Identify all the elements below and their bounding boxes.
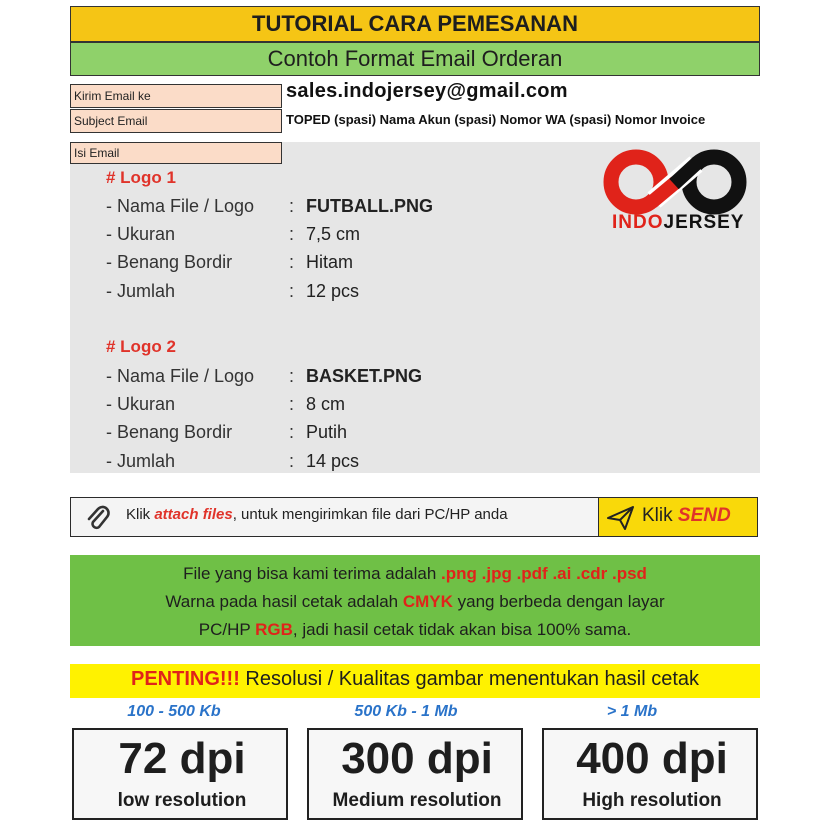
logo-1-thread-value: Hitam <box>306 252 354 272</box>
logo-2-qty-label: - Jumlah <box>106 451 176 471</box>
info-line-1: File yang bisa kami terima adalah .png .jpg .pdf .ai .cdr .psd <box>183 564 647 583</box>
logo-1-thread-label: - Benang Bordir <box>106 252 233 272</box>
paper-plane-icon <box>606 504 636 532</box>
attach-instruction: Klik attach files, untuk mengirimkan file dari PC/HP anda <box>126 506 508 523</box>
dpi-description: Medium resolution <box>332 790 502 811</box>
size-label-high: > 1 Mb <box>606 703 658 720</box>
body-label: Isi Email <box>70 142 282 164</box>
size-label-medium: 500 Kb - 1 Mb <box>354 703 458 720</box>
colon: : <box>289 224 295 244</box>
to-label: Kirim Email ke <box>70 84 282 108</box>
subject-value: TOPED (spasi) Nama Akun (spasi) Nomor WA (spasi) Nomor Invoice <box>286 112 706 127</box>
colon: : <box>289 252 295 272</box>
colon: : <box>289 281 295 301</box>
send-label: Klik SEND <box>642 505 731 526</box>
brand-logo <box>596 146 754 238</box>
logo-2-qty-value: 14 pcs <box>306 451 360 471</box>
subject-label: Subject Email <box>70 109 282 133</box>
colon: : <box>289 394 295 414</box>
logo-1-size-value: 7,5 cm <box>306 224 361 244</box>
dpi-value: 400 dpi <box>576 734 728 783</box>
dpi-description: low resolution <box>117 790 247 811</box>
important-text: PENTING!!! Resolusi / Kualitas gambar menentukan hasil cetak <box>130 668 700 690</box>
logo-1-qty-label: - Jumlah <box>106 281 176 301</box>
colon: : <box>289 196 295 216</box>
page-title: TUTORIAL CARA PEMESANAN <box>70 6 760 42</box>
logo-1-heading: # Logo 1 <box>106 168 176 187</box>
size-label-low: 100 - 500 Kb <box>127 703 221 720</box>
info-line-2: Warna pada hasil cetak adalah CMYK yang berbeda dengan layar <box>165 592 665 611</box>
dpi-card-medium <box>307 728 523 820</box>
dpi-card-low <box>72 728 288 820</box>
logo-2-thread-value: Putih <box>306 422 348 442</box>
logo-2-heading: # Logo 2 <box>106 337 176 356</box>
brand-wordmark: INDOJERSEY <box>612 212 745 233</box>
page-subtitle: Contoh Format Email Orderan <box>70 42 760 76</box>
dpi-description: High resolution <box>582 790 722 811</box>
infinity-logo-icon <box>596 146 754 216</box>
logo-2-filename-label: - Nama File / Logo <box>106 366 255 386</box>
logo-1-filename-label: - Nama File / Logo <box>106 196 255 216</box>
to-value: sales.indojersey@gmail.com <box>286 80 568 102</box>
colon: : <box>289 422 295 442</box>
logo-2-thread-label: - Benang Bordir <box>106 422 233 442</box>
paperclip-icon <box>84 504 112 532</box>
info-line-3: PC/HP RGB, jadi hasil cetak tidak akan bisa 100% sama. <box>198 620 632 639</box>
logo-2-size-label: - Ukuran <box>106 394 176 414</box>
logo-1-filename-value: FUTBALL.PNG <box>306 196 433 216</box>
logo-2-size-value: 8 cm <box>306 394 346 414</box>
logo-1-qty-value: 12 pcs <box>306 281 360 301</box>
dpi-card-high <box>542 728 758 820</box>
logo-1-size-label: - Ukuran <box>106 224 176 244</box>
dpi-value: 72 dpi <box>118 734 246 783</box>
dpi-value: 300 dpi <box>341 734 493 783</box>
logo-2-filename-value: BASKET.PNG <box>306 366 423 386</box>
colon: : <box>289 366 295 386</box>
colon: : <box>289 451 295 471</box>
